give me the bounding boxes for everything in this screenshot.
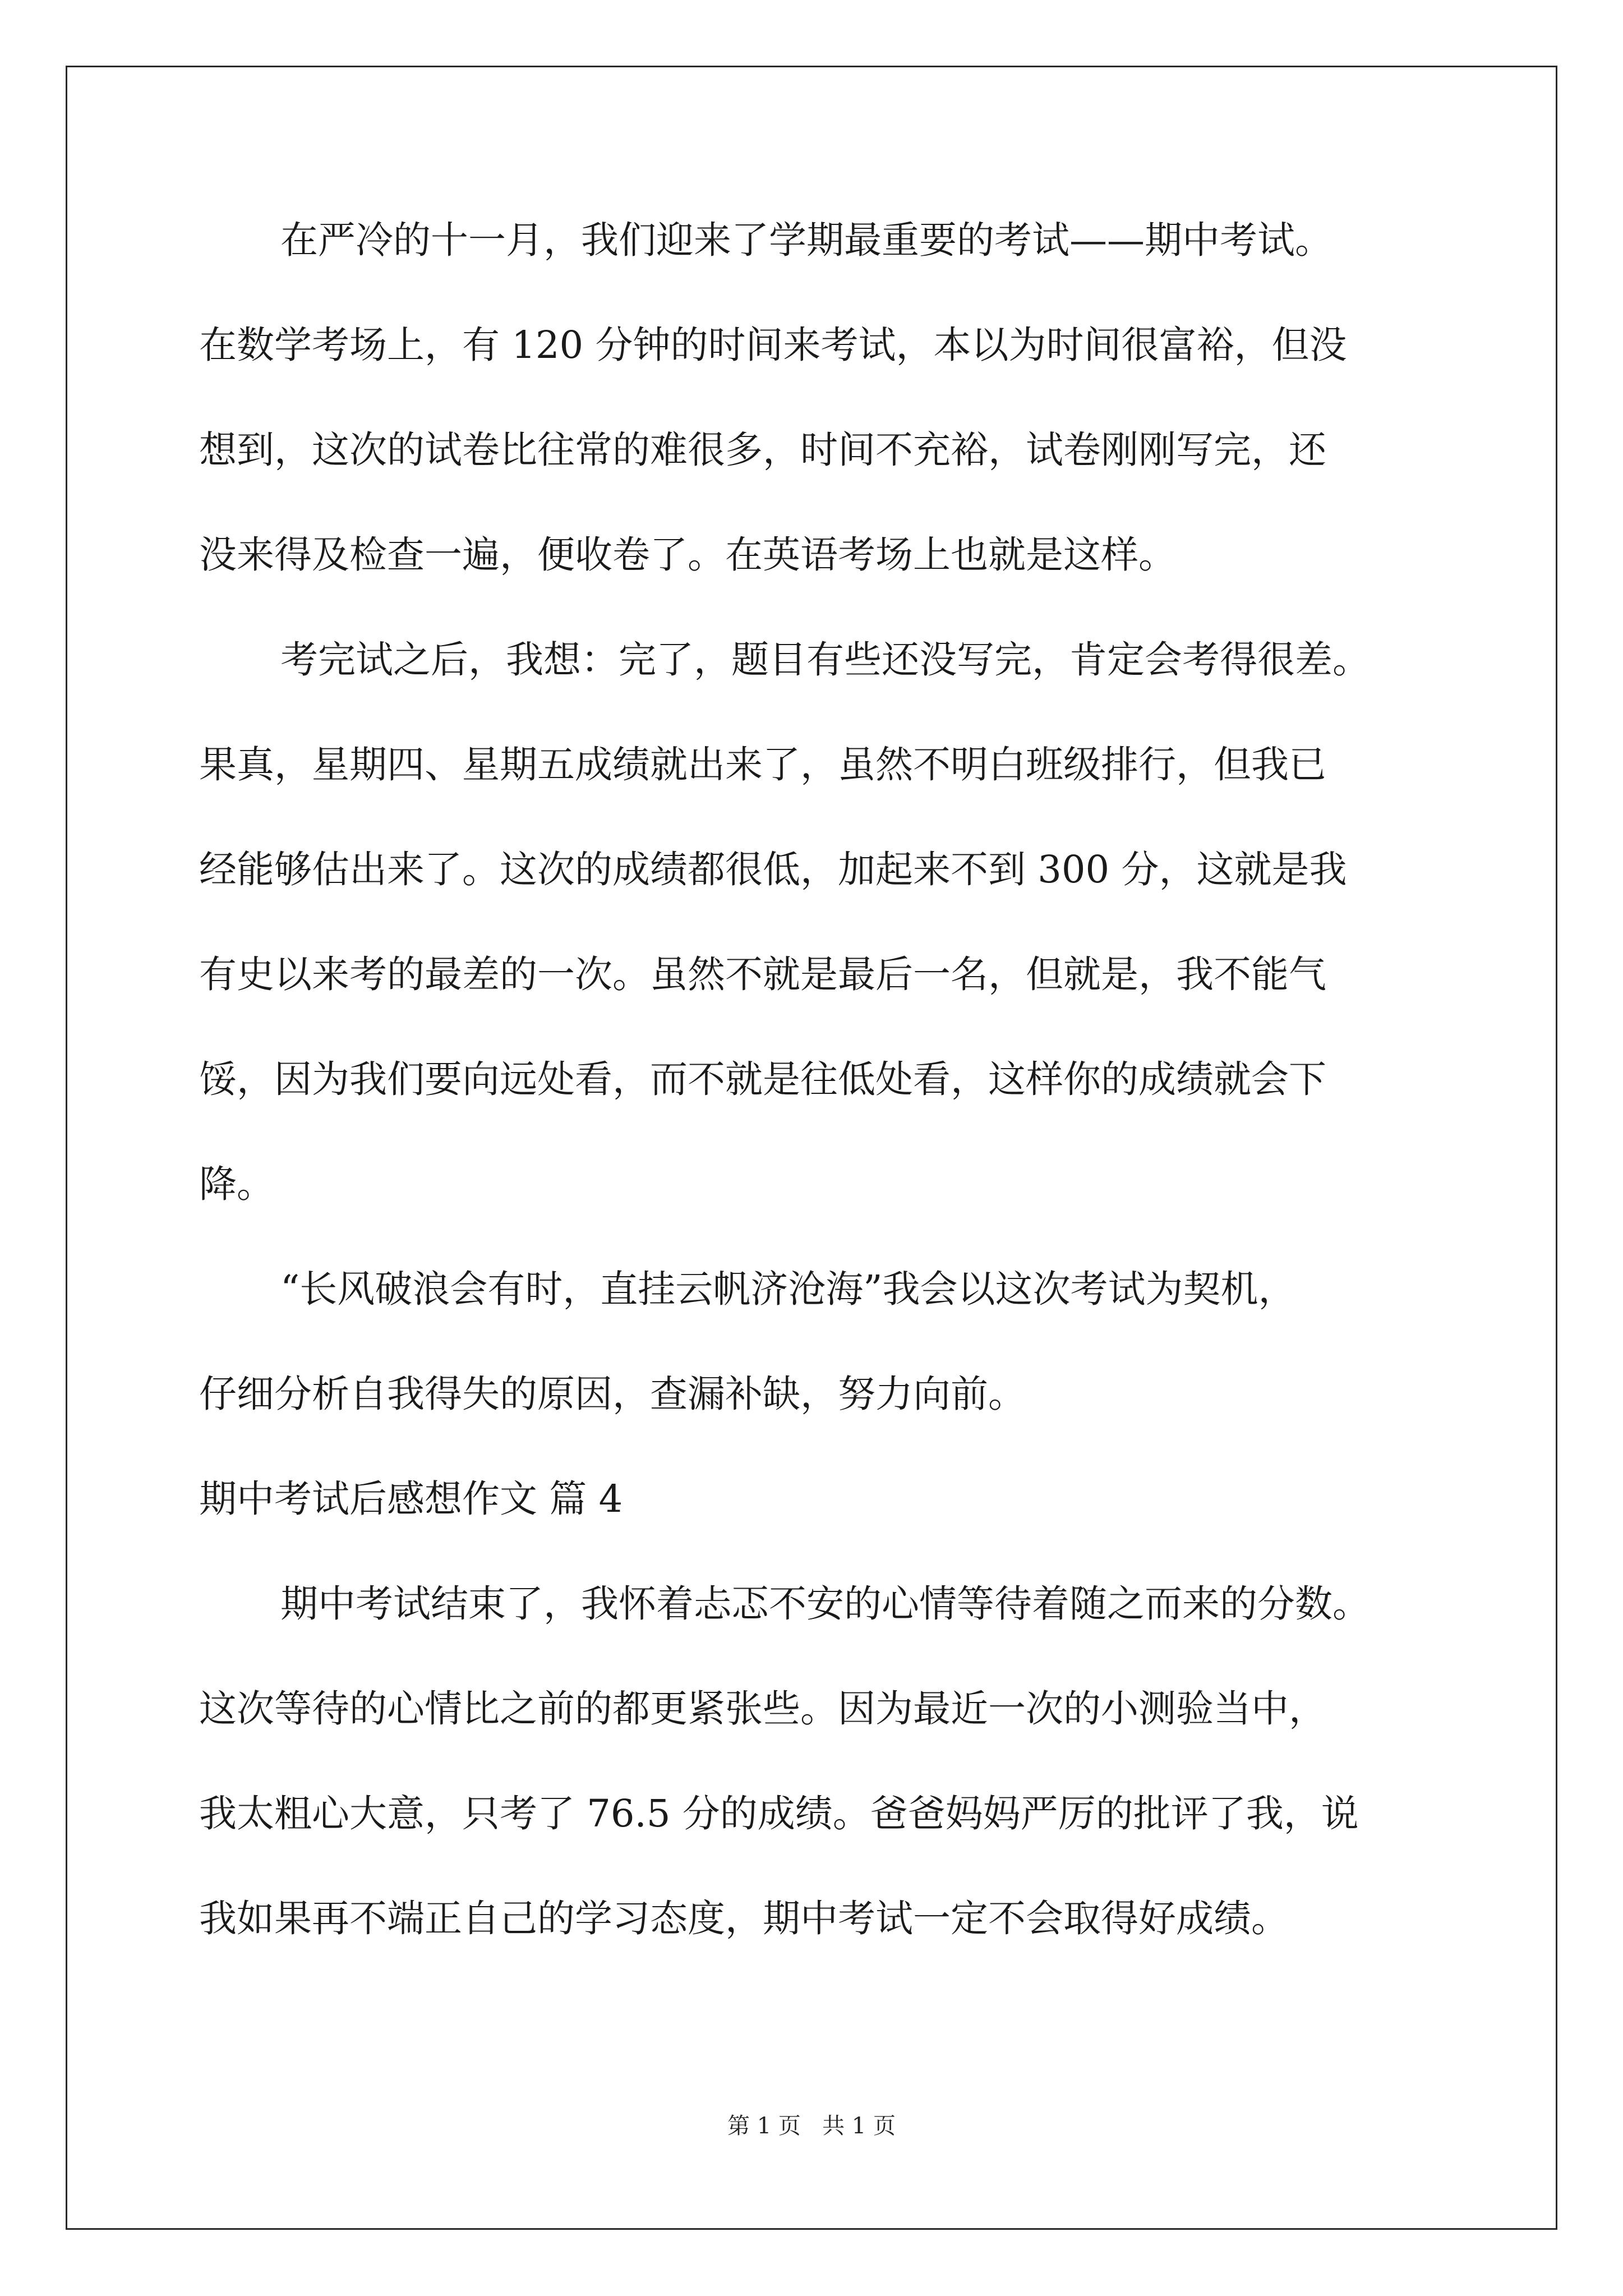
paragraph-1-line-1: 在严冷的十一月，我们迎来了学期最重要的考试——期中考试。 (280, 218, 1332, 262)
paragraph-3-line-2: 仔细分析自我得失的原因，查漏补缺，努力向前。 (199, 1372, 1026, 1416)
paragraph-2-line-3: 经能够估出来了。这次的成绩都很低，加起来不到 300 分，这就是我 (199, 848, 1347, 891)
paragraph-4-line-2: 这次等待的心情比之前的都更紧张些。因为最近一次的小测验当中， (199, 1687, 1326, 1731)
paragraph-1-line-3: 想到，这次的试卷比往常的难很多，时间不充裕，试卷刚刚写完，还 (199, 428, 1326, 472)
paragraph-2-line-4: 有史以来考的最差的一次。虽然不就是最后一名，但就是，我不能气 (199, 953, 1326, 996)
paragraph-4-line-3: 我太粗心大意，只考了 76.5 分的成绩。爸爸妈妈严厉的批评了我，说 (199, 1792, 1359, 1835)
paragraph-4-line-1: 期中考试结束了，我怀着忐忑不安的心情等待着随之而来的分数。 (280, 1582, 1370, 1626)
paragraph-4-line-4: 我如果再不端正自己的学习态度，期中考试一定不会取得好成绩。 (199, 1897, 1289, 1940)
page-number-footer: 第 1 页 共 1 页 (727, 2113, 896, 2139)
paragraph-1-line-2: 在数学考场上，有 120 分钟的时间来考试，本以为时间很富裕，但没 (199, 323, 1347, 367)
paragraph-2-line-5: 馁，因为我们要向远处看，而不就是往低处看，这样你的成绩就会下 (199, 1057, 1326, 1101)
paragraph-2-line-6: 降。 (199, 1162, 274, 1206)
section-heading: 期中考试后感想作文 篇 4 (199, 1477, 623, 1521)
paragraph-2-line-2: 果真，星期四、星期五成绩就出来了，虽然不明白班级排行，但我已 (199, 743, 1326, 786)
paragraph-1-line-4: 没来得及检查一遍，便收卷了。在英语考场上也就是这样。 (199, 533, 1176, 577)
paragraph-2-line-1: 考完试之后，我想：完了，题目有些还没写完，肯定会考得很差。 (280, 638, 1370, 682)
paragraph-3-line-1: “长风破浪会有时，直挂云帆济沧海”我会以这次考试为契机， (280, 1267, 1296, 1311)
